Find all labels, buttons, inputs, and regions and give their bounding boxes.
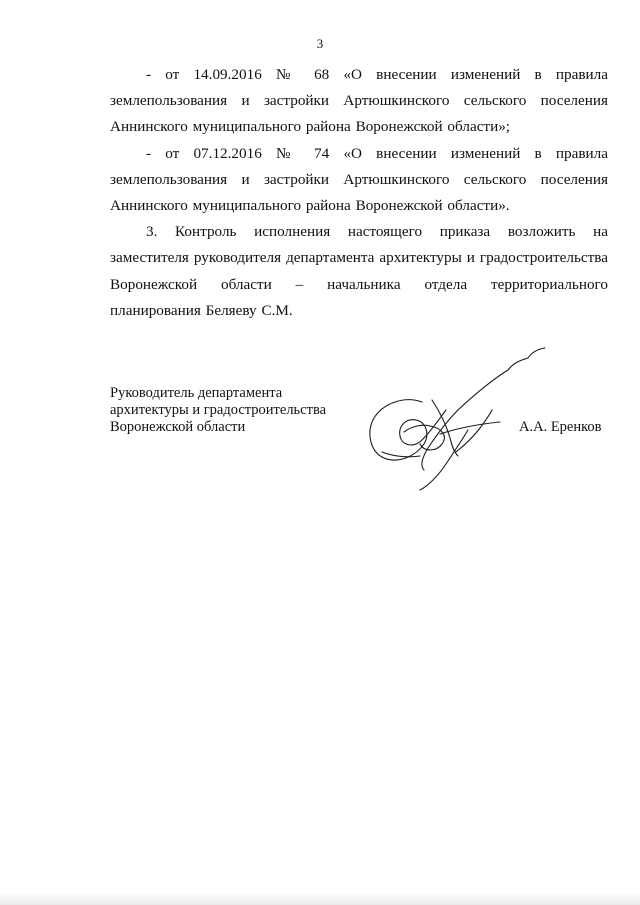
- page-bottom-edge: [0, 893, 640, 905]
- signer-name: А.А. Еренков: [519, 419, 602, 435]
- handwritten-signature-icon: [362, 340, 552, 495]
- signer-position-line: Руководитель департамента: [110, 385, 283, 401]
- paragraph-amendment-1: - от 14.09.2016 № 68 «О внесении изменений в правила землепользования и застройки Артюшкинского сельского поселения Аннинского муниципального района Воронежской области»;: [110, 66, 608, 136]
- signer-position-line: архитектуры и градостроительства: [110, 402, 327, 418]
- paragraph-amendment-2: - от 07.12.2016 № 74 «О внесении изменений в правила землепользования и застройки Артюшкинского сельского поселения Аннинского муниципального района Воронежской области».: [110, 144, 608, 215]
- document-body: [110, 62, 608, 324]
- signer-position: [110, 385, 326, 436]
- signer-position-line: Воронежской области: [110, 419, 246, 435]
- paragraph-control: 3. Контроль исполнения настоящего приказа возложить на заместителя руководителя департамента архитектуры и градостроительства Воронежской области – начальника отдела территориального планирования Беляеву С.М.: [110, 223, 608, 319]
- page-number: 3: [316, 36, 324, 51]
